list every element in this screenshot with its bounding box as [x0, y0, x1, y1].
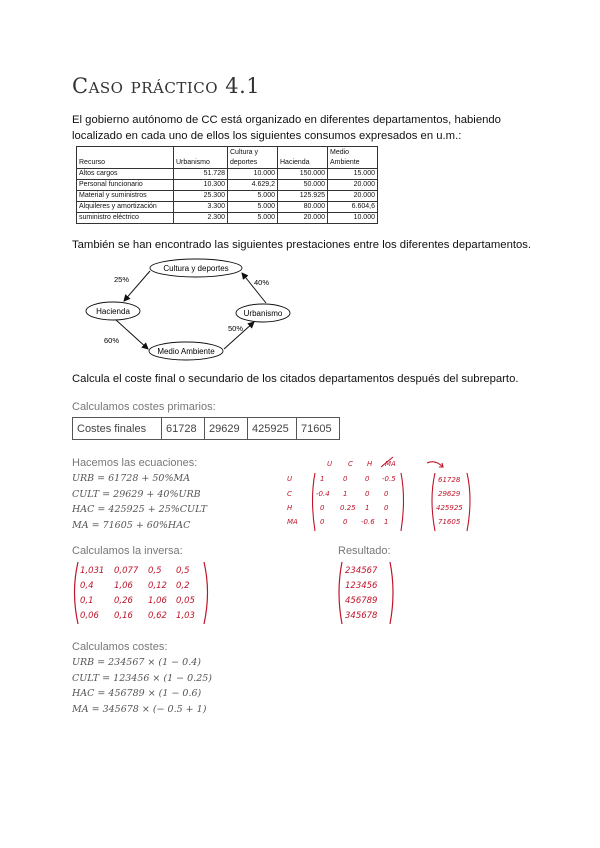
coste-line: MA = 345678 × (− 0.5 + 1): [72, 703, 207, 715]
hand-cell: -0.4: [316, 490, 330, 498]
table-cell: 10.000: [228, 169, 278, 180]
table-cell: 10.300: [174, 180, 228, 191]
table-cell: 5.000: [228, 202, 278, 213]
header-urbanismo: Urbanismo: [174, 147, 228, 169]
inversa-cell: 0,5: [148, 566, 162, 576]
inversa-heading: Calculamos la inversa:: [72, 545, 183, 557]
table-row: [77, 180, 378, 191]
hand-row-label: H: [287, 504, 293, 512]
hand-bracket-right: [204, 562, 208, 624]
resultado-heading: Resultado:: [338, 545, 391, 557]
hand-vector: 71605: [438, 518, 461, 526]
costs-table: [76, 146, 378, 224]
label-50: 50%: [228, 324, 244, 333]
hand-bracket-left: [432, 473, 435, 531]
hand-vector: 425925: [436, 504, 463, 512]
costes-block: [72, 655, 212, 717]
hand-cell: 0: [320, 504, 325, 512]
costes-heading: Calculamos costes:: [72, 641, 168, 653]
primarios-value: 71605: [297, 418, 340, 440]
table-cell: 50.000: [278, 180, 328, 191]
header-medio-ambiente: Medio Ambiente: [328, 147, 378, 169]
hand-bracket-left: [313, 473, 316, 531]
table-cell: 51.728: [174, 169, 228, 180]
node-medio-ambiente-label: Medio Ambiente: [157, 347, 215, 356]
inversa-cell: 1,06: [148, 596, 167, 606]
primarios-value: 29629: [205, 418, 248, 440]
page-title: Caso práctico 4.1: [72, 74, 261, 98]
table-row-label: Alquileres y amortización: [77, 202, 174, 213]
hand-cell: 0: [384, 490, 389, 498]
hand-cell: 0: [365, 475, 370, 483]
inversa-cell: 0,2: [176, 581, 190, 591]
table-row-label: Personal funcionario: [77, 180, 174, 191]
arrow-hacienda-medio: [116, 320, 148, 349]
coste-line: URB = 234567 × (1 − 0.4): [72, 657, 201, 668]
resultado-value: 234567: [345, 566, 378, 576]
hand-bracket-right: [467, 473, 470, 531]
handwritten-inversa: [72, 558, 222, 628]
header-hacienda: Hacienda: [278, 147, 328, 169]
ecuacion-line: URB = 61728 + 50%MA: [72, 473, 191, 484]
hand-cell: 0: [343, 475, 348, 483]
node-urbanismo-label: Urbanismo: [243, 309, 283, 318]
table-cell: 6.604,6: [328, 202, 378, 213]
resultado-value: 456789: [345, 596, 378, 606]
ecuacion-line: MA = 71605 + 60%HAC: [72, 519, 191, 531]
intro-paragraph: El gobierno autónomo de CC está organizado en diferentes departamentos, habiendo localizado en cada uno de ellos los siguientes consumos expresados en u.m.:: [72, 114, 501, 142]
table-cell: 5.000: [228, 213, 278, 224]
label-25: 25%: [114, 275, 130, 284]
hand-arrow-icon: [427, 462, 443, 467]
table-row-label: suministro eléctrico: [77, 213, 174, 224]
hand-cell: 1: [320, 475, 325, 483]
table-row: [77, 213, 378, 224]
resultado-value: 123456: [345, 581, 378, 591]
table-cell: 5.000: [228, 191, 278, 202]
handwritten-resultado: [336, 558, 406, 628]
label-40: 40%: [254, 278, 270, 287]
table-row-label: Altos cargos: [77, 169, 174, 180]
hand-bracket-right: [390, 562, 393, 624]
prestaciones-text: También se han encontrado las siguientes prestaciones entre los diferentes departamentos.: [72, 239, 532, 251]
hand-row-label: C: [287, 490, 292, 498]
primarios-value: 61728: [162, 418, 205, 440]
hand-col-label: H: [367, 460, 373, 468]
primarios-table-wrapper: [72, 417, 340, 440]
label-60: 60%: [104, 336, 120, 345]
inversa-cell: 0,26: [114, 596, 133, 606]
table-row: [77, 202, 378, 213]
coste-line: HAC = 456789 × (1 − 0.6): [72, 688, 202, 699]
primarios-value: 425925: [248, 418, 297, 440]
hand-row-label: U: [287, 475, 293, 483]
table-cell: 20.000: [328, 180, 378, 191]
ecuacion-line: CULT = 29629 + 40%URB: [72, 488, 201, 500]
question-text: Calcula el coste final o secundario de los citados departamentos después del subreparto.: [72, 373, 519, 385]
hand-bracket-left: [75, 562, 79, 624]
node-hacienda-label: Hacienda: [96, 307, 130, 316]
table-cell: 20.000: [328, 191, 378, 202]
table-cell: 4.629,2: [228, 180, 278, 191]
hand-cell: 0: [365, 490, 370, 498]
hand-cell: 0: [384, 504, 389, 512]
inversa-cell: 0,5: [176, 566, 190, 576]
hand-row-label: MA: [287, 518, 298, 526]
primarios-label: Costes finales: [73, 418, 162, 440]
hand-vector: 29629: [438, 490, 461, 498]
hand-vector: 61728: [438, 476, 461, 484]
handwritten-matrix: [285, 455, 495, 540]
hand-col-label: MA: [385, 460, 396, 468]
node-cultura-label: Cultura y deportes: [163, 264, 229, 273]
table-cell: 20.000: [278, 213, 328, 224]
hand-col-label: U: [327, 460, 333, 468]
table-row-label: Material y suministros: [77, 191, 174, 202]
inversa-cell: 1,031: [80, 566, 105, 576]
hand-bracket-right: [401, 473, 404, 531]
costs-table-wrapper: [76, 146, 378, 224]
inversa-cell: 0,4: [80, 581, 94, 591]
table-cell: 25.300: [174, 191, 228, 202]
table-cell: 2.300: [174, 213, 228, 224]
coste-line: CULT = 123456 × (1 − 0.25): [72, 672, 213, 684]
inversa-cell: 0,06: [80, 611, 99, 621]
hand-cell: 1: [384, 518, 389, 526]
inversa-cell: 1,06: [114, 581, 133, 591]
ecuacion-line: HAC = 425925 + 25%CULT: [72, 504, 207, 515]
inversa-cell: 0,16: [114, 611, 133, 621]
inversa-cell: 0,12: [148, 581, 167, 591]
prestaciones-diagram: [76, 255, 316, 365]
table-cell: 10.000: [328, 213, 378, 224]
inversa-cell: 0,077: [114, 566, 139, 576]
hand-cell: 0: [320, 518, 325, 526]
header-cultura: Cultura y deportes: [228, 147, 278, 169]
table-row: [77, 191, 378, 202]
hand-cell: 0: [343, 518, 348, 526]
table-cell: 125.925: [278, 191, 328, 202]
table-cell: 15.000: [328, 169, 378, 180]
resultado-value: 345678: [345, 611, 378, 621]
primarios-table: [72, 417, 340, 440]
hand-cell: 1: [365, 504, 370, 512]
hand-cell: 1: [343, 490, 348, 498]
hand-col-label: C: [348, 460, 353, 468]
ecuaciones-block: [72, 471, 207, 533]
table-cell: 150.000: [278, 169, 328, 180]
hand-cell: -0.6: [361, 518, 375, 526]
inversa-cell: 0,05: [176, 596, 195, 606]
hand-bracket-left: [339, 562, 342, 624]
table-cell: 80.000: [278, 202, 328, 213]
hand-cell: -0.5: [382, 475, 396, 483]
primarios-heading: Calculamos costes primarios:: [72, 401, 216, 413]
header-recurso: Recurso: [77, 147, 174, 169]
ecuaciones-heading: Hacemos las ecuaciones:: [72, 457, 198, 469]
inversa-cell: 0,1: [80, 596, 94, 606]
table-cell: 3.300: [174, 202, 228, 213]
inversa-cell: 1,03: [176, 611, 195, 621]
hand-cell: 0.25: [340, 504, 356, 512]
inversa-cell: 0,62: [148, 611, 167, 621]
table-row: [77, 169, 378, 180]
